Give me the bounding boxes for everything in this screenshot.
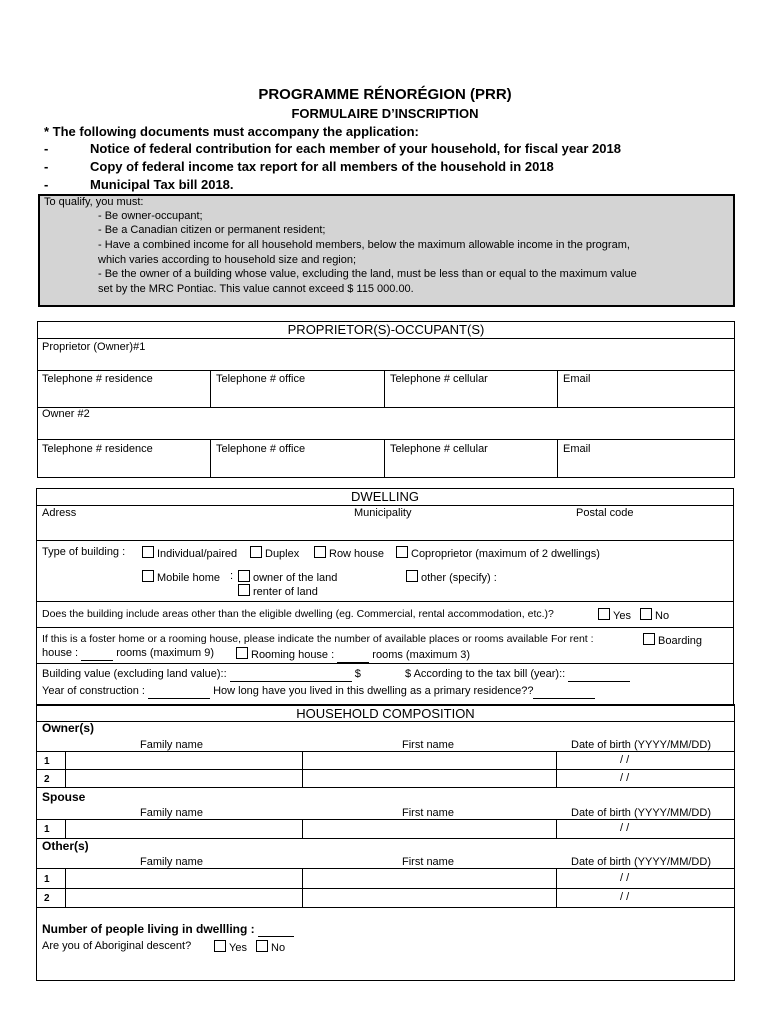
qualify-item-3: - Have a combined income for all household members, below the maximum allowable income in the program, xyxy=(98,239,630,251)
owner1-tel-office[interactable]: Telephone # office xyxy=(216,373,306,385)
opt-individual[interactable] xyxy=(142,546,237,561)
rooms-max3-label: rooms (maximum 3) xyxy=(372,649,471,661)
checkbox-other[interactable] xyxy=(406,570,418,582)
spouse-row-1-dob[interactable]: / / xyxy=(620,822,630,834)
opt-renter-land[interactable] xyxy=(238,584,318,599)
tax-bill-line xyxy=(405,668,630,682)
opt-owner-land-label: owner of the land xyxy=(253,572,338,584)
docs-item-1: Notice of federal contribution for each member of your household, for fiscal year 2018 xyxy=(90,141,621,156)
aboriginal-yes[interactable] xyxy=(214,940,247,955)
foster-question: If this is a foster home or a rooming house, please indicate the number of available places or rooms available For rent : xyxy=(42,633,594,645)
owners-label: Owner(s) xyxy=(42,721,95,735)
aboriginal-no[interactable] xyxy=(256,940,285,955)
spouse-label: Spouse xyxy=(42,790,86,804)
areas-yes[interactable] xyxy=(598,608,631,623)
checkbox-areas-no[interactable] xyxy=(640,608,652,620)
opt-mobile-label: Mobile home xyxy=(157,572,220,584)
people-count-input[interactable] xyxy=(258,923,294,937)
others-row-1-num: 1 xyxy=(44,874,50,885)
opt-coproprietor[interactable] xyxy=(396,546,600,561)
postal-code-field[interactable]: Postal code xyxy=(576,507,634,519)
checkbox-mobile-home[interactable] xyxy=(142,570,154,582)
opt-copro-label: Coproprietor (maximum of 2 dwellings) xyxy=(411,548,600,560)
mobile-colon: : xyxy=(230,570,234,582)
checkbox-individual[interactable] xyxy=(142,546,154,558)
dwelling-header: DWELLING xyxy=(351,489,419,504)
opt-mobile-home[interactable] xyxy=(142,570,220,585)
rooms-max9-label: rooms (maximum 9) xyxy=(116,647,215,659)
owner2-tel-residence[interactable]: Telephone # residence xyxy=(42,443,153,455)
spouse-row-1-num: 1 xyxy=(44,824,50,835)
owner2-email[interactable]: Email xyxy=(563,443,591,455)
docs-intro: * The following documents must accompany the application: xyxy=(44,124,419,139)
checkbox-boarding[interactable] xyxy=(643,633,655,645)
dollar-sign: $ xyxy=(354,668,361,680)
boarding-rooms-input[interactable] xyxy=(81,647,113,661)
opt-row-label: Row house xyxy=(329,548,385,560)
opt-row-house[interactable] xyxy=(314,546,384,561)
owners-row-2-dob[interactable]: / / xyxy=(620,772,630,784)
building-type-label: Type of building : xyxy=(42,546,126,558)
aboriginal-no-label: No xyxy=(271,942,286,954)
checkbox-aboriginal-no[interactable] xyxy=(256,940,268,952)
docs-item-2: Copy of federal income tax report for all members of the household in 2018 xyxy=(90,159,554,174)
opt-duplex[interactable] xyxy=(250,546,299,561)
tax-bill-label: $ According to the tax bill (year):: xyxy=(405,668,566,680)
boarding-label: Boarding xyxy=(658,635,703,647)
docs-dash-2: - xyxy=(44,159,49,174)
areas-no-label: No xyxy=(655,610,670,622)
opt-duplex-label: Duplex xyxy=(265,548,300,560)
qualify-item-1: - Be owner-occupant; xyxy=(98,210,203,222)
qualify-item-4: which varies according to household size and region; xyxy=(98,254,357,266)
rooming-label: Rooming house : xyxy=(251,649,335,661)
checkbox-coproprietor[interactable] xyxy=(396,546,408,558)
opt-rooming[interactable] xyxy=(236,647,470,663)
others-row-1-dob[interactable]: / / xyxy=(620,872,630,884)
owners-row-2-num: 2 xyxy=(44,774,50,785)
rooming-rooms-input[interactable] xyxy=(337,649,369,663)
municipality-field[interactable]: Municipality xyxy=(354,507,412,519)
docs-dash-1: - xyxy=(44,141,49,156)
spouse-dob-col: Date of birth (YYYY/MM/DD) xyxy=(571,807,711,819)
household-header: HOUSEHOLD COMPOSITION xyxy=(296,706,475,721)
owners-row-1-dob[interactable]: / / xyxy=(620,754,630,766)
how-long-input[interactable] xyxy=(533,685,595,699)
checkbox-owner-land[interactable] xyxy=(238,570,250,582)
opt-owner-land[interactable] xyxy=(238,570,337,585)
qualify-heading: To qualify, you must: xyxy=(44,196,144,208)
year-construction-input[interactable] xyxy=(148,685,210,699)
others-row-2-num: 2 xyxy=(44,893,50,904)
opt-individual-label: Individual/paired xyxy=(157,548,238,560)
owners-family-name-col: Family name xyxy=(140,739,203,751)
qualify-item-6: set by the MRC Pontiac. This value cannot exceed $ 115 000.00. xyxy=(98,283,414,295)
qualify-item-5: - Be the owner of a building whose value, excluding the land, must be less than or equal to the maximum value xyxy=(98,268,637,280)
owners-first-name-col: First name xyxy=(402,739,454,751)
areas-no[interactable] xyxy=(640,608,669,623)
house-label: house : xyxy=(42,647,79,659)
how-long-label: How long have you lived in this dwelling as a primary residence?? xyxy=(213,685,534,697)
checkbox-renter-land[interactable] xyxy=(238,584,250,596)
others-family-name-col: Family name xyxy=(140,856,203,868)
aboriginal-question: Are you of Aboriginal descent? xyxy=(42,940,192,952)
owner2-tel-office[interactable]: Telephone # office xyxy=(216,443,306,455)
proprietors-header: PROPRIETOR(S)-OCCUPANT(S) xyxy=(287,322,485,337)
others-dob-col: Date of birth (YYYY/MM/DD) xyxy=(571,856,711,868)
docs-dash-3: - xyxy=(44,177,49,192)
form-title: PROGRAMME RÉNORÉGION (PRR) xyxy=(258,86,512,103)
owners-row-1-num: 1 xyxy=(44,756,50,767)
owner1-tel-residence[interactable]: Telephone # residence xyxy=(42,373,153,385)
checkbox-duplex[interactable] xyxy=(250,546,262,558)
owner1-field[interactable]: Proprietor (Owner)#1 xyxy=(42,341,146,353)
address-field[interactable]: Adress xyxy=(42,507,77,519)
construction-line xyxy=(42,685,595,699)
owner2-tel-cellular[interactable]: Telephone # cellular xyxy=(390,443,488,455)
checkbox-aboriginal-yes[interactable] xyxy=(214,940,226,952)
others-label: Other(s) xyxy=(42,839,89,853)
owner1-tel-cellular[interactable]: Telephone # cellular xyxy=(390,373,488,385)
checkbox-row-house[interactable] xyxy=(314,546,326,558)
qualify-item-2: - Be a Canadian citizen or permanent resident; xyxy=(98,224,326,236)
owner1-email[interactable]: Email xyxy=(563,373,591,385)
form-subtitle: FORMULAIRE D’INSCRIPTION xyxy=(291,106,479,121)
building-value-input[interactable] xyxy=(230,668,352,682)
boarding-house-line xyxy=(42,647,214,661)
spouse-first-name-col: First name xyxy=(402,807,454,819)
docs-item-3: Municipal Tax bill 2018. xyxy=(90,177,234,192)
people-count-label: Number of people living in dwellling : xyxy=(42,922,255,936)
owners-dob-col: Date of birth (YYYY/MM/DD) xyxy=(571,739,711,751)
opt-other-label: other (specify) : xyxy=(421,572,497,584)
opt-boarding[interactable] xyxy=(643,633,702,648)
opt-renter-land-label: renter of land xyxy=(253,586,318,598)
spouse-family-name-col: Family name xyxy=(140,807,203,819)
checkbox-areas-yes[interactable] xyxy=(598,608,610,620)
owner2-field[interactable]: Owner #2 xyxy=(42,408,90,420)
aboriginal-yes-label: Yes xyxy=(229,942,247,954)
checkbox-rooming[interactable] xyxy=(236,647,248,659)
areas-question: Does the building include areas other than the eligible dwelling (eg. Commercial, rental accommodation, etc.)? xyxy=(42,608,554,620)
building-value-line xyxy=(42,668,361,682)
tax-bill-year-input[interactable] xyxy=(568,668,630,682)
opt-other[interactable] xyxy=(406,570,497,585)
others-first-name-col: First name xyxy=(402,856,454,868)
others-row-2-dob[interactable]: / / xyxy=(620,891,630,903)
building-value-label: Building value (excluding land value):: xyxy=(42,668,227,680)
people-count-line xyxy=(42,923,294,937)
areas-yes-label: Yes xyxy=(613,610,631,622)
year-construction-label: Year of construction : xyxy=(42,685,145,697)
